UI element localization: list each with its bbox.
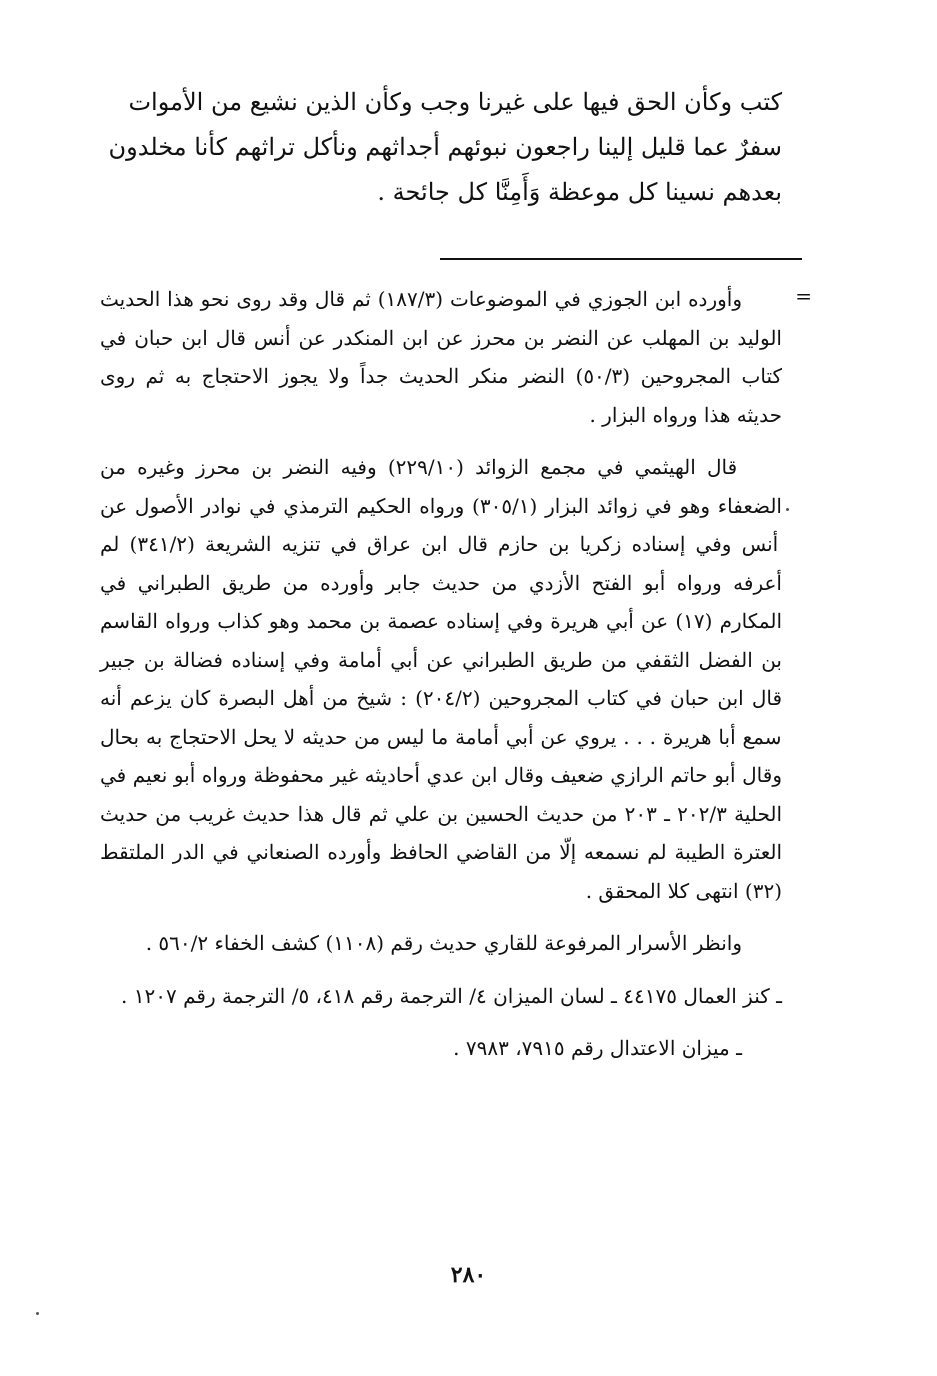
footnotes-block <box>100 280 812 1082</box>
footnote-line: ٥٦٠/٢ . <box>145 931 209 955</box>
footnote-line: وأورده ابن الجوزي في الموضوعات (١٨٧/٣) ثم قال وقد روى نحو هذا <box>160 287 742 311</box>
footnote-line: الحديث الوليد بن المهلب عن النضر بن محرز عن ابن المنكدر عن أنس قال ابن <box>100 287 782 350</box>
footnote-line: حبان في كتاب المجروحين (٢٠٤/٢) : شيخ من أهل البصرة كان يزعم أنه سمع <box>100 686 782 749</box>
main-text-line: سفرٌ عما قليل إلينا راجعون نبوئهم أجداثهم ونأكل تراثهم كأنا مخلدون <box>108 133 782 161</box>
footnote-paragraph <box>100 924 782 963</box>
footnote-line: رقم ١٢٠٧ . <box>121 983 216 1008</box>
main-text-line: بعدهم نسينا كل موعظة وَأَمِنَّا كل جائحة . <box>377 178 782 206</box>
footnote-line: في الحلية ٢٠٢/٣ ـ ٢٠٣ من حديث الحسين بن علي ثم قال هذا حديث غريب <box>100 763 783 826</box>
footnote-line: من حديث العترة الطيبة لم نسمعه إلّا من القاضي الحافظ وأورده الصنعاني في الدر <box>100 801 782 864</box>
footnote-line: الملتقط (٣٢) انتهى كلا المحقق . <box>100 840 782 903</box>
footnote-line: أبا هريرة . . . يروي عن أبي أمامة ما ليس من حديثه لا يحل الاحتجاج به بحال <box>100 724 736 749</box>
footnote-line: وانظر الأسرار المرفوعة للقاري حديث رقم (١١٠٨) كشف الخفاء <box>208 931 742 955</box>
footnote-line: ـ ميزان الاعتدال رقم ٧٩١٥، ٧٩٨٣ . <box>453 1036 742 1060</box>
footnote-paragraph <box>100 1029 782 1068</box>
footnote-line: ـ كنز العمال ٤٤١٧٥ ـ لسان الميزان ٤/ الترجمة رقم ٤١٨، ٥/ الترجمة <box>215 983 782 1008</box>
footnote-line: الضعفاء وهو في زوائد البزار (٣٠٥/١) ورواه الحكيم الترمذي في نوادر الأصول <box>127 493 782 518</box>
footnote-line: وقال أبو حاتم الرازي ضعيف وقال ابن عدي أحاديثه غير محفوظة ورواه أبو نعيم <box>126 763 782 787</box>
footnote-line: به ثم روى حديثه هذا ورواه البزار . <box>100 364 782 427</box>
scan-speck <box>36 1312 39 1315</box>
footnote-divider <box>440 258 802 260</box>
footnote-line: الفضل الثقفي من طريق الطبراني عن أبي أمامة وفي إسناده فضالة بن جبير قال ابن <box>100 647 783 710</box>
footnote-paragraph <box>100 448 782 910</box>
footnote-line: قال الهيثمي في مجمع الزوائد (٢٢٩/١٠) وفيه النضر بن محرز وغيره من <box>100 455 738 479</box>
footnote-line: (١٧) عن أبي هريرة وفي إسناده عصمة بن محمد وهو كذاب ورواه القاسم بن <box>100 609 782 672</box>
page-number: ٢٨٠ <box>450 1262 487 1288</box>
footnote-line: عن أنس وفي إسناده زكريا بن حازم قال ابن عراق في تنزيه الشريعة (٣٤١/٢) لم <box>100 493 779 556</box>
footnote-paragraph <box>100 280 782 434</box>
main-text-line: كتب وكأن الحق فيها على غيرنا وجب وكأن الذين نشيع من الأموات <box>128 88 782 116</box>
footnote-continuation-marker: = <box>795 284 812 308</box>
main-text-block <box>100 80 782 215</box>
footnote-line: أعرفه ورواه أبو الفتح الأزدي من حديث جابر وأورده من طريق الطبراني في المكارم <box>100 570 783 633</box>
footnote-line: حبان في كتاب المجروحين (٥٠/٣) النضر منكر الحديث جداً ولا يجوز الاحتجاج <box>100 325 782 388</box>
footnote-paragraph <box>100 977 782 1016</box>
scan-speck <box>786 508 789 511</box>
